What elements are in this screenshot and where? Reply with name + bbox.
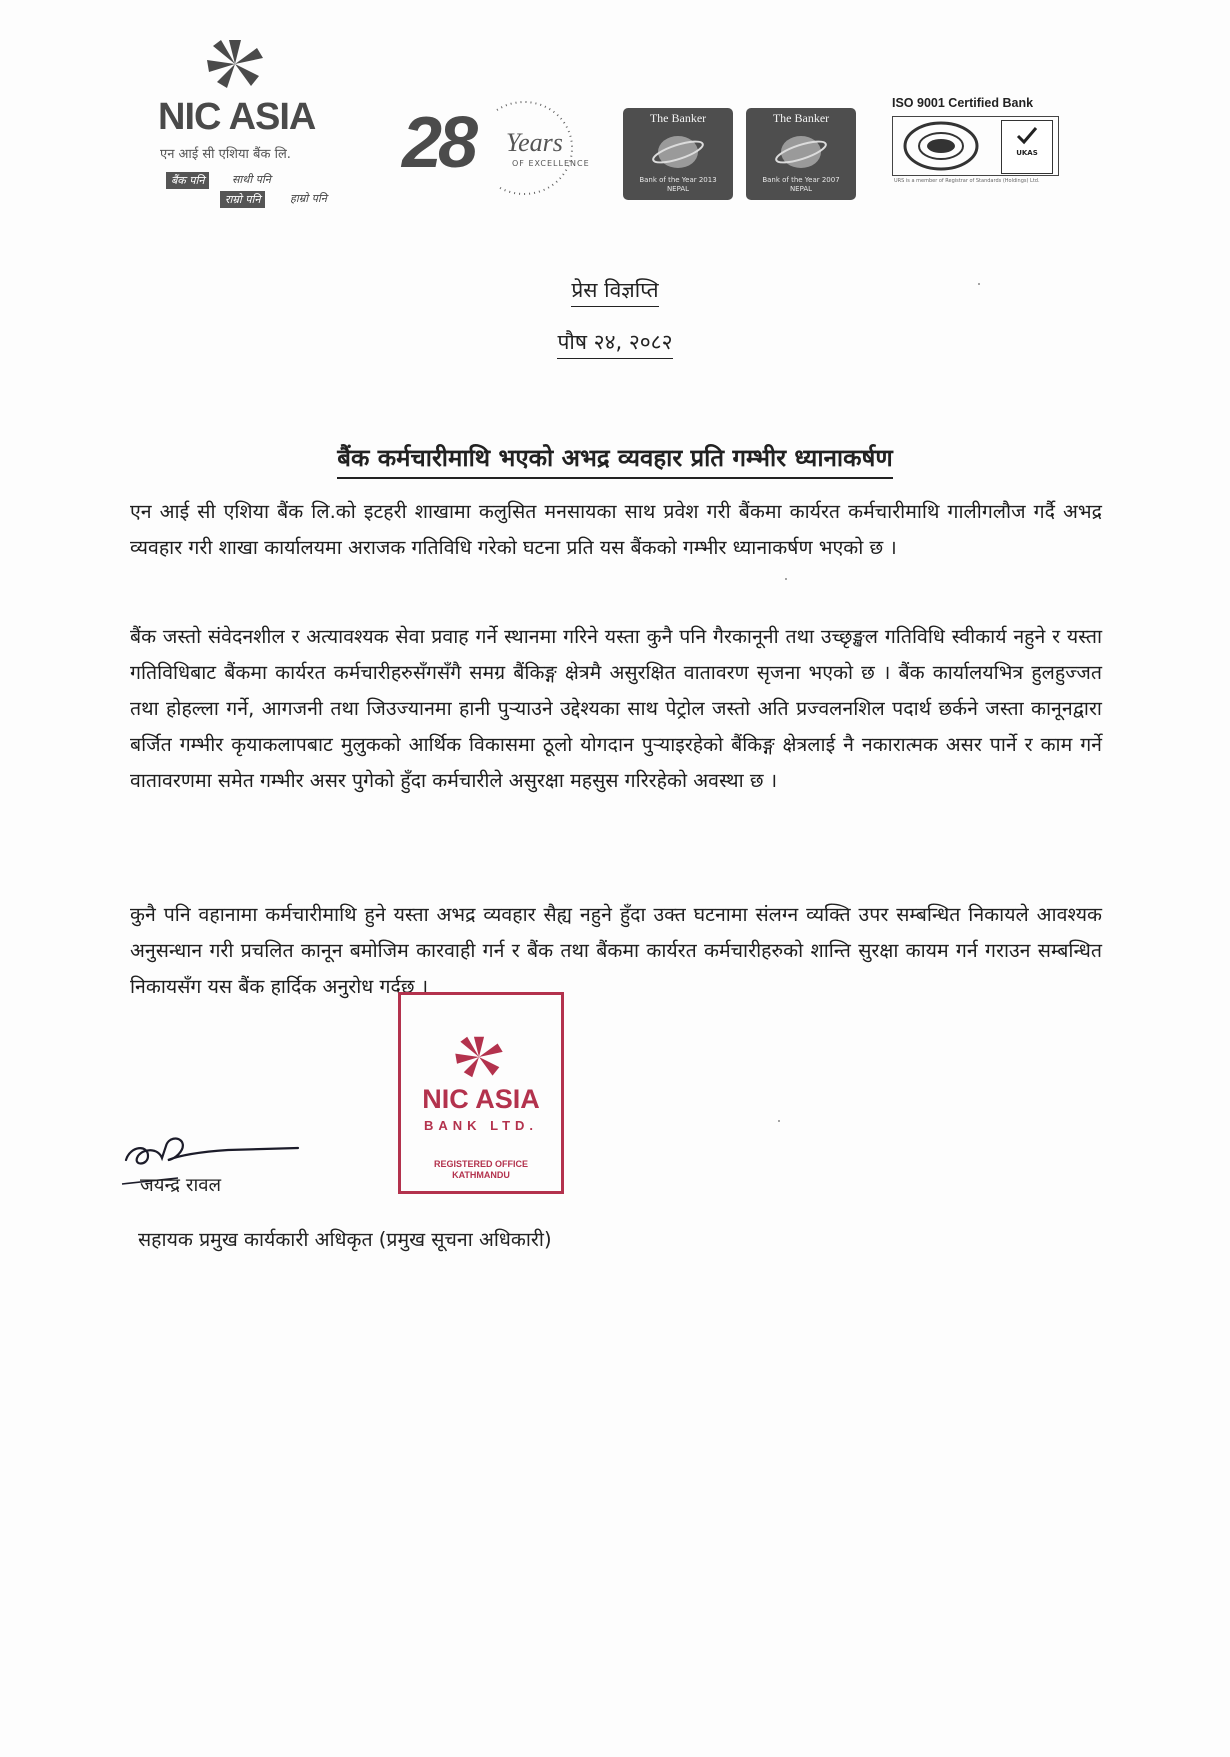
press-release-label — [0, 276, 1230, 307]
anniversary-word: Years — [506, 128, 563, 157]
stamp-bank-name: NIC ASIA — [422, 1084, 540, 1114]
stamp-reg-line-2: KATHMANDU — [452, 1170, 510, 1180]
star-logo-icon — [205, 38, 265, 90]
logo-bank-name-nepali: एन आई सी एशिया बैंक लि. — [160, 147, 291, 162]
award-2-caption — [746, 176, 856, 194]
nic-asia-logo — [150, 38, 365, 213]
paragraph-1: एन आई सी एशिया बैंक लि.को इटहरी शाखामा कलुसित मनसायका साथ प्रवेश गरी बैंकमा कार्यरत कर्मचारीमाथि गालीगलौज गर्दै अभद्र व्यवहार गरी शाखा कार्यालयमा अराजक गतिविधि गरेको घटना प्रति यस बैंकको गम्भीर ध्यानाकर्षण भएको छ । — [130, 500, 1102, 559]
globe-trophy-icon — [774, 130, 828, 174]
release-date-text: पौष २४, २०८२ — [557, 328, 672, 359]
stamp-registered-office — [401, 1159, 561, 1181]
signatory-name: जयन्द्र रावल — [140, 1175, 222, 1196]
scan-speck — [778, 1120, 780, 1122]
urs-seal-icon — [901, 121, 981, 171]
award-badge-1 — [623, 108, 733, 200]
stamp-reg-line-1: REGISTERED OFFICE — [433, 1159, 528, 1169]
ukas-label: UKAS — [1016, 149, 1038, 157]
tagline-1: बैंक पनि — [166, 172, 209, 189]
award-2-caption-1: Bank of the Year 2007 — [762, 176, 840, 184]
main-heading-text: बैंक कर्मचारीमाथि भएको अभद्र व्यवहार प्रति गम्भीर ध्यानाकर्षण — [337, 441, 893, 479]
award-2-title: The Banker — [772, 111, 830, 125]
award-1-caption-2: NEPAL — [666, 185, 690, 193]
award-1-title: The Banker — [649, 111, 707, 125]
signatory-title: सहायक प्रमुख कार्यकारी अधिकृत (प्रमुख सूचना अधिकारी) — [138, 1228, 552, 1251]
iso-certification — [890, 96, 1060, 196]
scan-speck — [978, 283, 980, 285]
logo-bank-name: NIC ASIA — [158, 96, 316, 138]
anniversary-tag: OF EXCELLENCE — [512, 159, 590, 168]
iso-title: ISO 9001 Certified Bank — [892, 96, 1034, 110]
iso-seal-box — [892, 116, 1059, 176]
iso-note: URS is a member of Registrar of Standards (Holdings) Ltd. — [894, 178, 1040, 184]
tagline-3: राम्रो पनि — [220, 191, 265, 208]
anniversary-badge — [402, 100, 602, 210]
award-1-caption-1: Bank of the Year 2013 — [639, 176, 717, 184]
paragraph-3: कुनै पनि वहानामा कर्मचारीमाथि हुने यस्ता अभद्र व्यवहार सैह्य नहुने हुँदा उक्त घटनामा संलग्न व्यक्ति उपर सम्बन्धित निकायले आवश्यक अनुसन्धान गरी प्रचलित कानून बमोजिम कारवाही गर्न र बैंक तथा बैंकमा कार्यरत कर्मचारीहरुको शान्ति सुरक्षा कायम गर्न गराउन सम्बन्धित निकायसँग यस बैंक हार्दिक अनुरोध गर्दछ । — [130, 903, 1102, 998]
tagline-2: साथी पनि — [232, 173, 271, 186]
checkmark-crown-icon — [1014, 124, 1040, 146]
ukas-mark — [1001, 120, 1053, 174]
main-heading — [0, 441, 1230, 479]
award-1-caption — [623, 176, 733, 194]
award-badge-2 — [746, 108, 856, 200]
press-release-label-text: प्रेस विज्ञप्ति — [571, 276, 658, 307]
globe-trophy-icon — [651, 130, 705, 174]
stamp-bank-sub: BANK LTD. — [423, 1118, 539, 1133]
scan-speck — [785, 578, 787, 580]
award-2-caption-2: NEPAL — [789, 185, 813, 193]
tagline-4: हाम्रो पनि — [290, 192, 327, 205]
release-date — [0, 328, 1230, 359]
paragraph-2: बैंक जस्तो संवेदनशील र अत्यावश्यक सेवा प्रवाह गर्ने स्थानमा गरिने यस्ता कुनै पनि गैरकानूनी तथा उच्छृङ्खल गतिविधि स्वीकार्य नहुने र यस्ता गतिविधिबाट बैंकमा कार्यरत कर्मचारीहरुसँगसँगै समग्र बैंकिङ्ग क्षेत्रमै असुरक्षित वातावरण सृजना भएको छ । बैंक कार्यालयभित्र हुलहुज्जत तथा होहल्ला गर्ने, आगजनी तथा जिउज्यानमा हानी पुऱ्याउने उद्देश्यका साथ पेट्रोल जस्तो अति प्रज्वलनशिल पदार्थ छर्कने जस्ता कानूनद्वारा बर्जित गम्भीर कृयाकलापबाट मुलुकको आर्थिक विकासमा ठूलो योगदान पुऱ्याइरहेको बैंकिङ्ग क्षेत्रलाई नै नकारात्मक असर पार्ने र काम गर्ने वातावरणमा समेत गम्भीर असर पुगेको हुँदा कर्मचारीले असुरक्षा महसुस गरिरहेको अवस्था छ । — [130, 625, 1102, 792]
anniversary-number: 28 — [402, 103, 475, 183]
stamp-star-icon — [453, 1035, 505, 1079]
company-stamp — [398, 992, 564, 1194]
